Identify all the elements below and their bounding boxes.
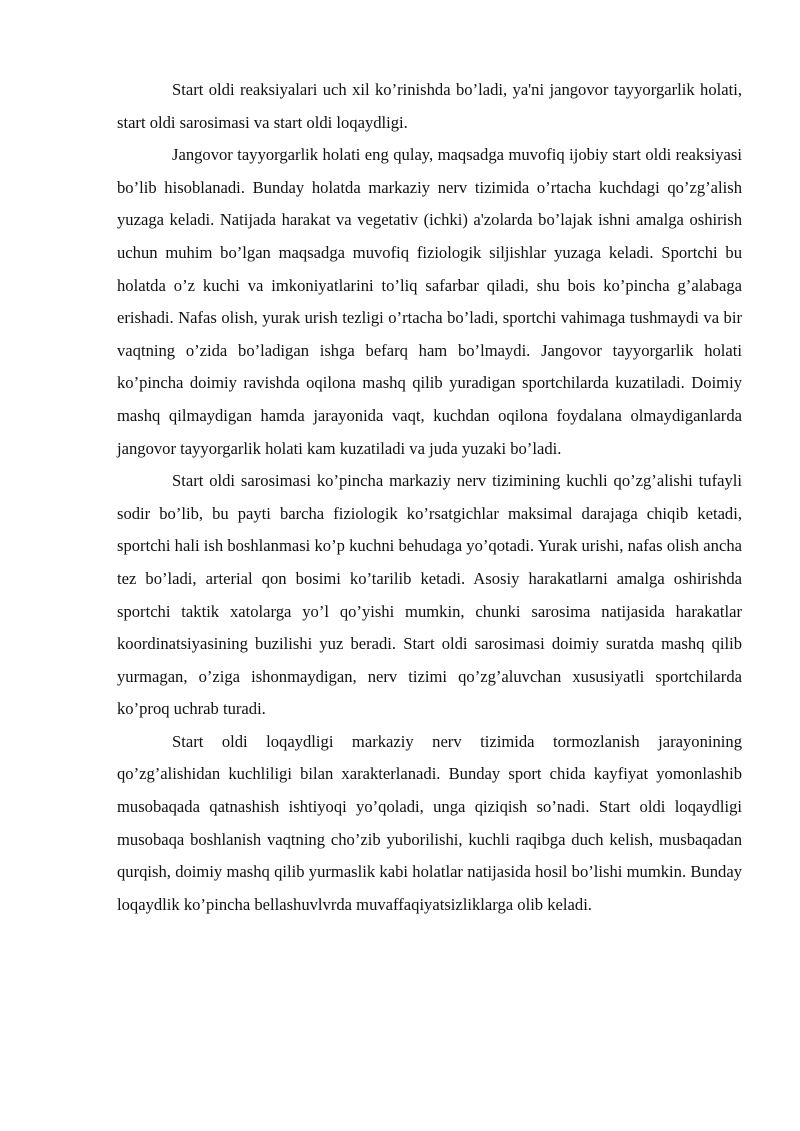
paragraph-start-fever: Start oldi sarosimasi ko’pincha markaziy nerv tizimining kuchli qo’zg’alishi tufayli sodir bo’lib, bu payti barcha fiziologik ko’rsatgichlar maksimal darajaga chiqib ketadi, sportchi hali ish boshlanmasi ko’p kuchni behudaga yo’qotadi. Yurak urishi, nafas olish ancha tez bo’ladi, arterial qon bosimi ko’tarilib ketadi. Asosiy harakatlarni amalga oshirishda sportchi taktik xatolarga yo’l qo’yishi mumkin, chunki sarosima natijasida harakatlar koordinatsiyasining buzilishi yuz beradi. Start oldi sarosimasi doimiy suratda mashq qilib yurmagan, o’ziga ishonmaydigan, nerv tizimi qo’zg’aluvchan xususiyatli sportchilarda ko’proq uchrab turadi. [117,471,742,719]
document-page [117,74,742,921]
paragraph-combat-readiness: Jangovor tayyorgarlik holati eng qulay, maqsadga muvofiq ijobiy start oldi reaksiyasi bo’lib hisoblanadi. Bunday holatda markaziy nerv tizimida o’rtacha kuchdagi qo’zg’alish yuzaga keladi. Natijada harakat va vegetativ (ichki) a'zolarda bo’lajak ishni amalga oshirish uchun muhim bo’lgan maqsadga muvofiq fiziologik siljishlar yuzaga keladi. Sportchi bu holatda o’z kuchi va imkoniyatlarini to’liq safarbar qiladi, shu bois ko’pincha g’alabaga erishadi. Nafas olish, yurak urish tezligi o’rtacha bo’ladi, sportchi vahimaga tushmaydi va bir vaqtning o’zida bo’ladigan ishga befarq ham bo’lmaydi. Jangovor tayyorgarlik holati ko’pincha doimiy ravishda oqilona mashq qilib yuradigan sportchilarda kuzatiladi. Doimiy mashq qilmaydigan hamda jarayonida vaqt, kuchdan oqilona foydalana olmaydiganlarda jangovor tayyorgarlik holati kam kuzatiladi va juda yuzaki bo’ladi. [117,145,742,458]
paragraph-start-apathy: Start oldi loqaydligi markaziy nerv tizimida tormozlanish jarayonining qo’zg’alishidan kuchliligi bilan xarakterlanadi. Bunday sport chida kayfiyat yomonlashib musobaqada qatnashish ishtiyoqi yo’qoladi, unga qiziqish so’nadi. Start oldi loqaydligi musobaqa boshlanish vaqtning cho’zib yuborilishi, kuchli raqibga duch kelish, musbaqadan qurqish, doimiy mashq qilib yurmaslik kabi holatlar natijasida hosil bo’lishi mumkin. Bunday loqaydlik ko’pincha bellashuvlvrda muvaffaqiyatsizliklarga olib keladi. [117,731,742,914]
paragraph-start-reactions-intro: Start oldi reaksiyalari uch xil ko’rinishda bo’ladi, ya'ni jangovor tayyorgarlik holati, start oldi sarosimasi va start oldi loqaydligi. [117,80,742,132]
